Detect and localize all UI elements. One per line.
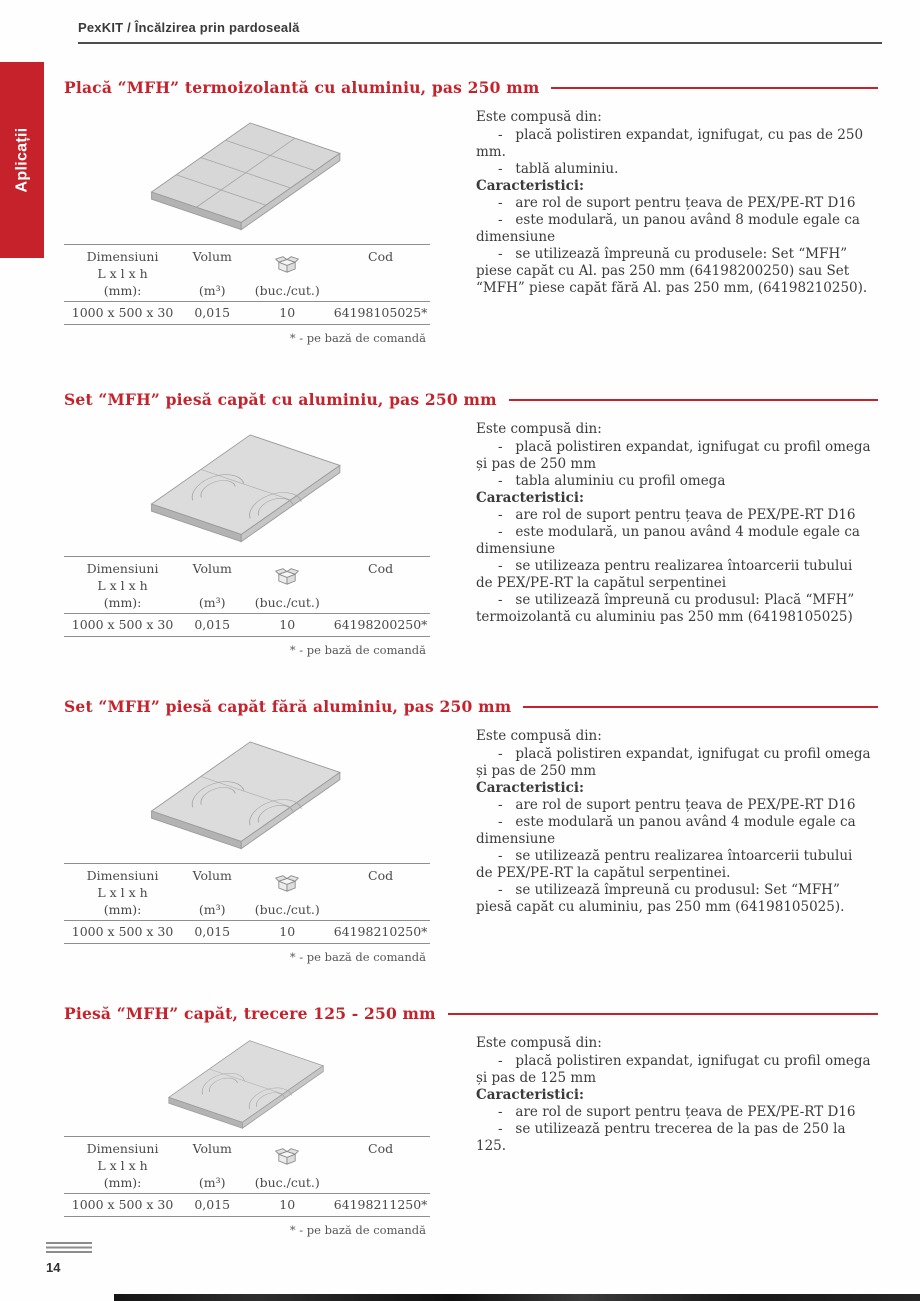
code-unit <box>331 282 430 302</box>
code-value: 64198200250* <box>331 614 430 637</box>
qty-unit: (buc./cut.) <box>243 1174 331 1194</box>
characteristics-line: - se utilizează împreună cu produsul: Set “MFH” piesă capăt cu aluminiu, pas 250 mm (64198105025). <box>476 882 845 915</box>
code-unit <box>331 901 430 921</box>
composition-intro: Este compusă din: <box>476 421 602 437</box>
code-header: Cod <box>331 1137 430 1158</box>
characteristics-list <box>476 507 872 626</box>
section-body <box>64 107 882 345</box>
characteristics-line: - are rol de suport pentru țeava de PEX/PE-RT D16 <box>498 195 856 211</box>
page-footer <box>46 1242 92 1275</box>
characteristics-line: - are rol de suport pentru țeava de PEX/PE-RT D16 <box>498 1104 856 1120</box>
characteristics-line: - este modulară un panou având 4 module egale ca dimensiune <box>476 814 860 847</box>
table-header-row-3 <box>64 901 430 921</box>
dimensions-header: Dimensiuni <box>64 1137 181 1158</box>
insulation-panel-grid-illustration <box>135 105 360 244</box>
section-title-text: Set “MFH” piesă capăt cu aluminiu, pas 250 mm <box>64 390 497 409</box>
dimensions-unit: (mm): <box>64 901 181 921</box>
table-header-row-3 <box>64 1174 430 1194</box>
characteristics-line: - se utilizează pentru trecerea de la pas de 250 la 125. <box>476 1121 850 1154</box>
qty-value: 10 <box>243 1194 331 1217</box>
qty-value: 10 <box>243 614 331 637</box>
order-footnote: * - pe bază de comandă <box>289 950 426 964</box>
characteristics-line: - se utilizează împreună cu produsele: Set “MFH” piese capăt cu Al. pas 250 mm (64198200250) sau Set “MFH” piese capăt fără Al. pas 250 mm, (64198210250). <box>476 246 868 296</box>
characteristics-list <box>476 195 872 297</box>
product-column <box>64 726 430 964</box>
characteristics-label: Caracteristici: <box>476 178 584 194</box>
volume-header: Volum <box>181 245 243 266</box>
box-icon-cell <box>243 864 331 902</box>
qty-unit: (buc./cut.) <box>243 594 331 614</box>
composition-list <box>476 127 872 178</box>
table-header-row-1 <box>64 245 430 266</box>
section-title-text: Piesă “MFH” capăt, trecere 125 - 250 mm <box>64 1004 436 1023</box>
composition-list <box>476 746 875 780</box>
characteristics-line: - se utilizeaza pentru realizarea întoarcerii tubului de PEX/PE-RT la capătul serpentinei <box>476 558 857 591</box>
volume-unit: (m³) <box>181 1174 243 1194</box>
composition-line: - tablă aluminiu. <box>498 161 619 177</box>
code-sub-header <box>331 884 430 901</box>
insulation-panel-curves-illustration <box>155 1026 340 1140</box>
dimensions-unit: (mm): <box>64 594 181 614</box>
characteristics-line: - este modulară, un panou având 4 module egale ca dimensiune <box>476 524 865 557</box>
spec-table <box>64 863 430 944</box>
composition-line: - placă polistiren expandat, ignifugat, cu pas de 250 mm. <box>476 127 868 160</box>
box-icon <box>274 254 300 274</box>
characteristics-line: - are rol de suport pentru țeava de PEX/PE-RT D16 <box>498 507 856 523</box>
characteristics-line: - are rol de suport pentru țeava de PEX/PE-RT D16 <box>498 797 856 813</box>
qty-unit: (buc./cut.) <box>243 901 331 921</box>
product-section <box>64 1004 882 1237</box>
dimensions-sub-header: L x l x h <box>97 885 148 900</box>
characteristics-line: - se utilizează împreună cu produsul: Placă “MFH” termoizolantă cu aluminiu pas 250 mm (64198105025) <box>476 592 859 625</box>
code-sub-header <box>331 1157 430 1174</box>
bottom-scan-bar <box>114 1294 920 1301</box>
description-column <box>476 419 882 626</box>
page-header <box>78 20 882 44</box>
characteristics-line: - este modulară, un panou având 8 module egale ca dimensiune <box>476 212 865 245</box>
section-title-rule <box>551 87 878 89</box>
composition-intro: Este compusă din: <box>476 109 602 125</box>
table-data-row <box>64 614 430 637</box>
code-header: Cod <box>331 557 430 578</box>
order-footnote: * - pe bază de comandă <box>289 331 426 345</box>
qty-value: 10 <box>243 921 331 944</box>
volume-header: Volum <box>181 557 243 578</box>
order-footnote: * - pe bază de comandă <box>289 1223 426 1237</box>
section-title-rule <box>509 399 878 401</box>
table-header-row-1 <box>64 864 430 885</box>
product-section <box>64 697 882 1004</box>
qty-unit: (buc./cut.) <box>243 282 331 302</box>
dimensions-unit: (mm): <box>64 1174 181 1194</box>
box-icon-cell <box>243 557 331 595</box>
code-header: Cod <box>331 245 430 266</box>
characteristics-list <box>476 1104 872 1155</box>
composition-intro: Este compusă din: <box>476 728 602 744</box>
spec-table <box>64 244 430 325</box>
code-header: Cod <box>331 864 430 885</box>
spec-table <box>64 1136 430 1217</box>
section-title-rule <box>523 706 878 708</box>
characteristics-list <box>476 797 872 916</box>
volume-unit: (m³) <box>181 594 243 614</box>
section-body <box>64 419 882 657</box>
dimensions-value: 1000 x 500 x 30 <box>64 1194 181 1217</box>
section-body <box>64 726 882 964</box>
volume-sub-header <box>181 884 243 901</box>
product-column <box>64 107 430 345</box>
product-column <box>64 1033 430 1237</box>
section-title <box>64 78 882 97</box>
volume-sub-header <box>181 577 243 594</box>
insulation-panel-curves-illustration <box>135 724 360 863</box>
composition-line: - placă polistiren expandat, ignifugat cu profil omega și pas de 125 mm <box>476 1053 875 1086</box>
product-image <box>64 1033 430 1133</box>
breadcrumb: PexKIT / Încălzirea prin pardoseală <box>78 20 300 35</box>
composition-line: - placă polistiren expandat, ignifugat cu profil omega și pas de 250 mm <box>476 439 875 472</box>
page-number: 14 <box>46 1260 61 1275</box>
composition-list <box>476 1053 875 1087</box>
section-body <box>64 1033 882 1237</box>
composition-line: - placă polistiren expandat, ignifugat cu profil omega și pas de 250 mm <box>476 746 875 779</box>
code-value: 64198105025* <box>331 302 430 325</box>
product-image <box>64 419 430 553</box>
table-header-row-3 <box>64 594 430 614</box>
table-header-row-3 <box>64 282 430 302</box>
product-image <box>64 107 430 241</box>
characteristics-label: Caracteristici: <box>476 1087 584 1103</box>
dimensions-unit: (mm): <box>64 282 181 302</box>
dimensions-header: Dimensiuni <box>64 864 181 885</box>
characteristics-label: Caracteristici: <box>476 490 584 506</box>
box-icon-cell <box>243 1137 331 1175</box>
volume-value: 0,015 <box>181 614 243 637</box>
table-data-row <box>64 921 430 944</box>
dimensions-sub-header: L x l x h <box>97 578 148 593</box>
volume-value: 0,015 <box>181 302 243 325</box>
code-sub-header <box>331 577 430 594</box>
box-icon <box>274 1146 300 1166</box>
dimensions-sub-header: L x l x h <box>97 266 148 281</box>
brand-logo <box>46 1242 92 1255</box>
product-section <box>64 390 882 697</box>
volume-sub-header <box>181 265 243 282</box>
composition-intro: Este compusă din: <box>476 1035 602 1051</box>
sidebar-tab-aplicatii <box>0 62 44 258</box>
box-icon <box>274 873 300 893</box>
code-value: 64198210250* <box>331 921 430 944</box>
table-data-row <box>64 302 430 325</box>
section-title <box>64 390 882 409</box>
description-column <box>476 1033 882 1155</box>
table-header-row-1 <box>64 557 430 578</box>
product-image <box>64 726 430 860</box>
product-section <box>64 78 882 390</box>
dimensions-sub-header: L x l x h <box>97 1158 148 1173</box>
dimensions-value: 1000 x 500 x 30 <box>64 302 181 325</box>
insulation-panel-curves-illustration <box>135 417 360 556</box>
volume-value: 0,015 <box>181 1194 243 1217</box>
volume-sub-header <box>181 1157 243 1174</box>
product-column <box>64 419 430 657</box>
sections-container <box>64 78 882 1237</box>
volume-unit: (m³) <box>181 901 243 921</box>
code-unit <box>331 594 430 614</box>
volume-unit: (m³) <box>181 282 243 302</box>
code-value: 64198211250* <box>331 1194 430 1217</box>
box-icon <box>274 566 300 586</box>
dimensions-value: 1000 x 500 x 30 <box>64 614 181 637</box>
code-sub-header <box>331 265 430 282</box>
description-column <box>476 107 882 297</box>
section-title-text: Placă “MFH” termoizolantă cu aluminiu, pas 250 mm <box>64 78 540 97</box>
composition-list <box>476 439 875 490</box>
characteristics-line: - se utilizează pentru realizarea întoarcerii tubului de PEX/PE-RT la capătul serpentinei. <box>476 848 857 881</box>
section-title-rule <box>448 1013 878 1015</box>
box-icon-cell <box>243 245 331 283</box>
description-column <box>476 726 882 916</box>
dimensions-header: Dimensiuni <box>64 245 181 266</box>
section-title <box>64 697 882 716</box>
sidebar-tab-label: Aplicații <box>13 127 30 193</box>
volume-header: Volum <box>181 864 243 885</box>
volume-header: Volum <box>181 1137 243 1158</box>
section-title-text: Set “MFH” piesă capăt fără aluminiu, pas 250 mm <box>64 697 512 716</box>
composition-line: - tabla aluminiu cu profil omega <box>498 473 726 489</box>
qty-value: 10 <box>243 302 331 325</box>
dimensions-header: Dimensiuni <box>64 557 181 578</box>
order-footnote: * - pe bază de comandă <box>289 643 426 657</box>
table-data-row <box>64 1194 430 1217</box>
section-title <box>64 1004 882 1023</box>
characteristics-label: Caracteristici: <box>476 780 584 796</box>
volume-value: 0,015 <box>181 921 243 944</box>
code-unit <box>331 1174 430 1194</box>
dimensions-value: 1000 x 500 x 30 <box>64 921 181 944</box>
spec-table <box>64 556 430 637</box>
